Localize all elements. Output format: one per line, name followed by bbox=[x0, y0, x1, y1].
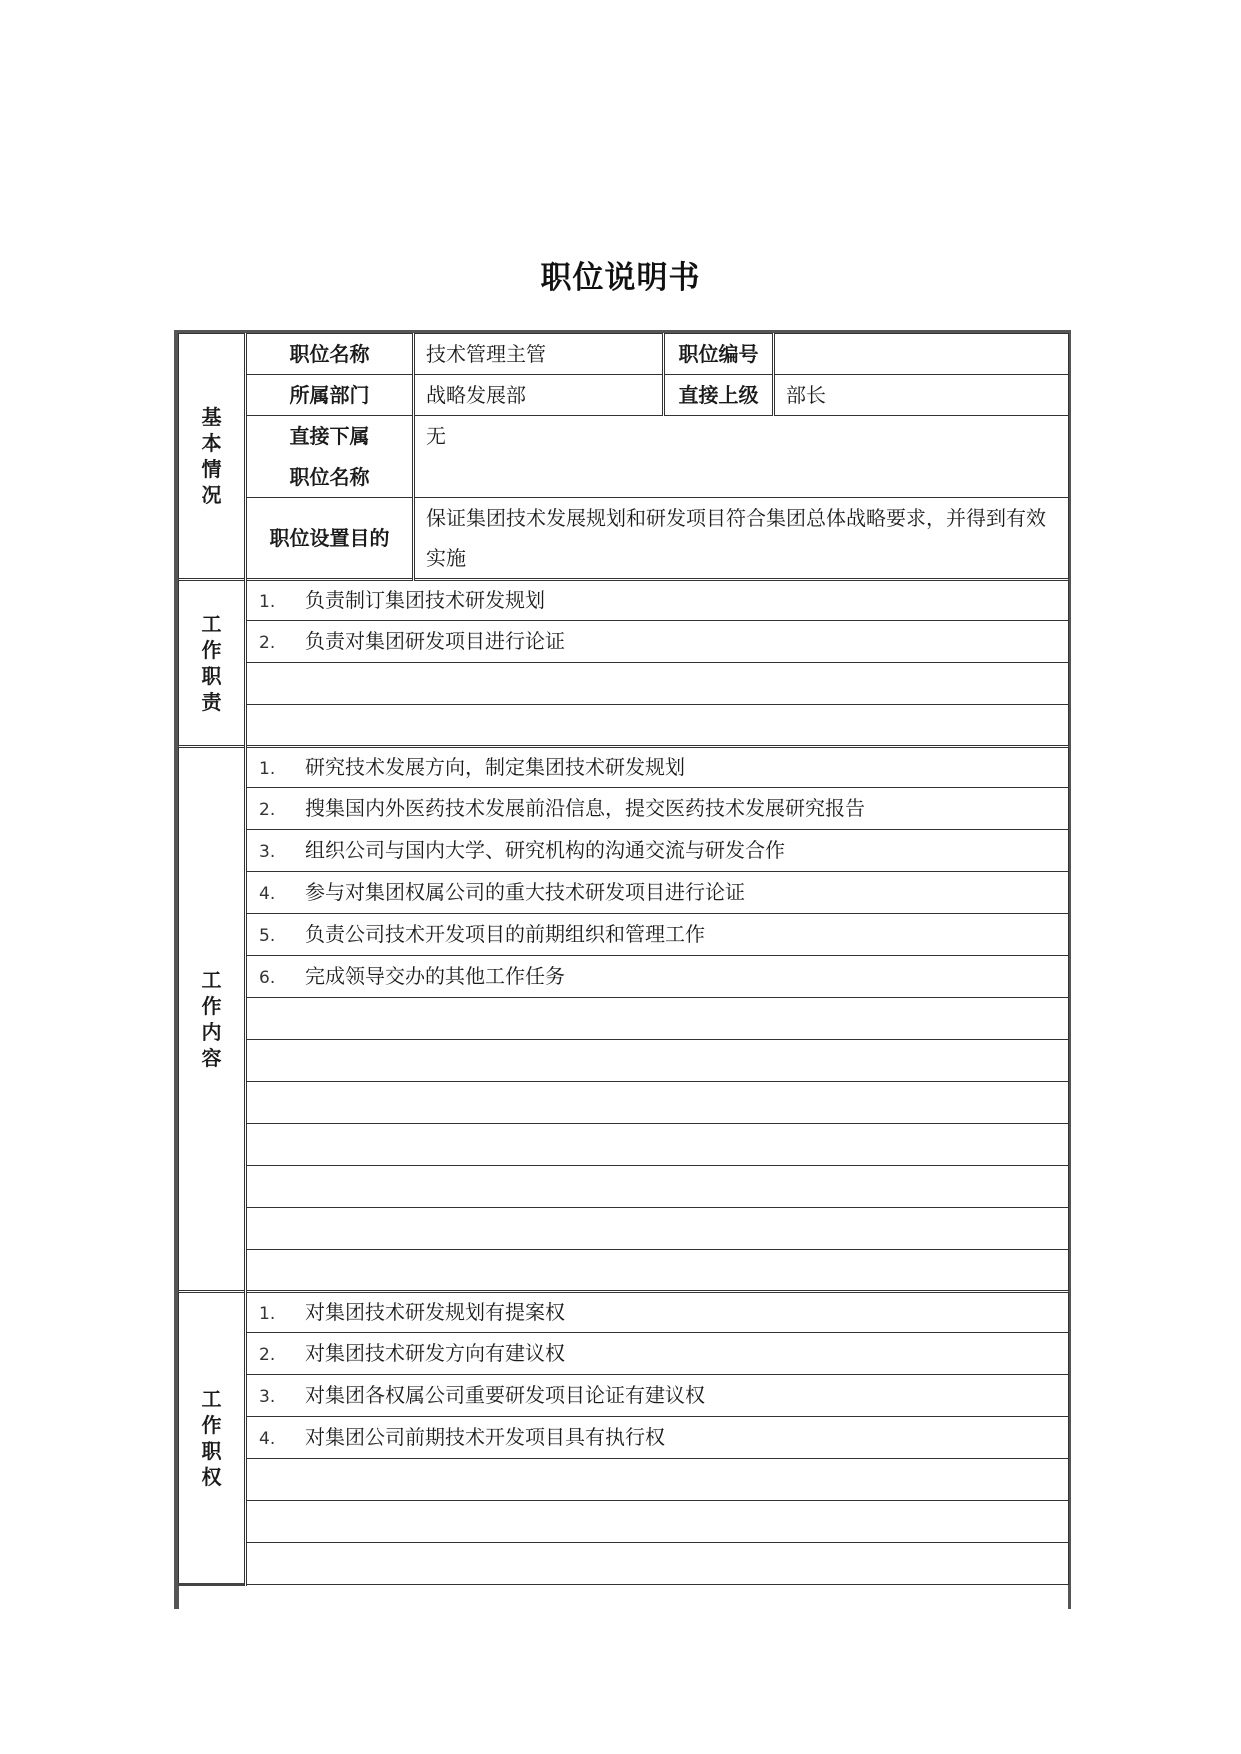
content-item: 4. 参与对集团权属公司的重大技术研发项目进行论证 bbox=[246, 872, 1069, 914]
job-description-table bbox=[178, 333, 1069, 1586]
position-code-value bbox=[774, 334, 1069, 375]
content-item: 6. 完成领导交办的其他工作任务 bbox=[246, 956, 1069, 998]
subordinate-label-line2: 职位名称 bbox=[246, 457, 414, 498]
content-item bbox=[246, 998, 1069, 1040]
duty-row bbox=[179, 705, 1069, 747]
authority-item: 3. 对集团各权属公司重要研发项目论证有建议权 bbox=[246, 1375, 1069, 1417]
content-row bbox=[179, 1166, 1069, 1208]
content-row bbox=[179, 914, 1069, 956]
content-row bbox=[179, 956, 1069, 998]
authority-item bbox=[246, 1543, 1069, 1585]
purpose-value: 保证集团技术发展规划和研发项目符合集团总体战略要求，并得到有效实施 bbox=[414, 498, 1069, 580]
subordinate-label-line1: 直接下属 bbox=[246, 416, 414, 457]
document-title: 职位说明书 bbox=[540, 260, 701, 296]
content-item bbox=[246, 1124, 1069, 1166]
authority-item: 1. 对集团技术研发规划有提案权 bbox=[246, 1292, 1069, 1333]
authority-item bbox=[246, 1459, 1069, 1501]
authority-row bbox=[179, 1292, 1069, 1333]
purpose-label: 职位设置目的 bbox=[246, 498, 414, 580]
authority-row bbox=[179, 1543, 1069, 1585]
content-row bbox=[179, 1250, 1069, 1292]
section-duties: 工 作 职 责 bbox=[179, 580, 246, 747]
content-item bbox=[246, 1082, 1069, 1124]
content-row bbox=[179, 1208, 1069, 1250]
duty-row bbox=[179, 663, 1069, 705]
content-item: 1. 研究技术发展方向，制定集团技术研发规划 bbox=[246, 747, 1069, 788]
duty-item bbox=[246, 705, 1069, 747]
content-item: 3. 组织公司与国内大学、研究机构的沟通交流与研发合作 bbox=[246, 830, 1069, 872]
content-item bbox=[246, 1166, 1069, 1208]
authority-row bbox=[179, 1501, 1069, 1543]
authority-item: 2. 对集团技术研发方向有建议权 bbox=[246, 1333, 1069, 1375]
department-value: 战略发展部 bbox=[414, 375, 664, 416]
content-item: 2. 搜集国内外医药技术发展前沿信息，提交医药技术发展研究报告 bbox=[246, 788, 1069, 830]
section-basic-info: 基 本 情 况 bbox=[179, 334, 246, 580]
content-row bbox=[179, 1040, 1069, 1082]
duty-item bbox=[246, 663, 1069, 705]
content-item bbox=[246, 1040, 1069, 1082]
section-work-content: 工 作 内 容 bbox=[179, 747, 246, 1292]
duty-row bbox=[179, 580, 1069, 621]
row-position-name bbox=[179, 334, 1069, 375]
authority-row bbox=[179, 1375, 1069, 1417]
supervisor-value: 部长 bbox=[774, 375, 1069, 416]
supervisor-label: 直接上级 bbox=[664, 375, 774, 416]
subordinate-value: 无 bbox=[414, 416, 1069, 498]
row-department bbox=[179, 375, 1069, 416]
duty-item: 2. 负责对集团研发项目进行论证 bbox=[246, 621, 1069, 663]
content-item: 5. 负责公司技术开发项目的前期组织和管理工作 bbox=[246, 914, 1069, 956]
content-row bbox=[179, 747, 1069, 788]
authority-row bbox=[179, 1459, 1069, 1501]
content-item bbox=[246, 1208, 1069, 1250]
duty-row bbox=[179, 621, 1069, 663]
section-authority: 工 作 职 权 bbox=[179, 1292, 246, 1585]
position-code-label: 职位编号 bbox=[664, 334, 774, 375]
content-row bbox=[179, 998, 1069, 1040]
authority-item bbox=[246, 1501, 1069, 1543]
content-row bbox=[179, 1124, 1069, 1166]
row-subordinate-1 bbox=[179, 416, 1069, 457]
position-name-value: 技术管理主管 bbox=[414, 334, 664, 375]
authority-row bbox=[179, 1417, 1069, 1459]
content-row bbox=[179, 830, 1069, 872]
authority-item: 4. 对集团公司前期技术开发项目具有执行权 bbox=[246, 1417, 1069, 1459]
authority-row bbox=[179, 1333, 1069, 1375]
department-label: 所属部门 bbox=[246, 375, 414, 416]
duty-item: 1. 负责制订集团技术研发规划 bbox=[246, 580, 1069, 621]
position-name-label: 职位名称 bbox=[246, 334, 414, 375]
content-row bbox=[179, 1082, 1069, 1124]
content-row bbox=[179, 872, 1069, 914]
row-purpose bbox=[179, 498, 1069, 580]
content-item bbox=[246, 1250, 1069, 1292]
content-row bbox=[179, 788, 1069, 830]
